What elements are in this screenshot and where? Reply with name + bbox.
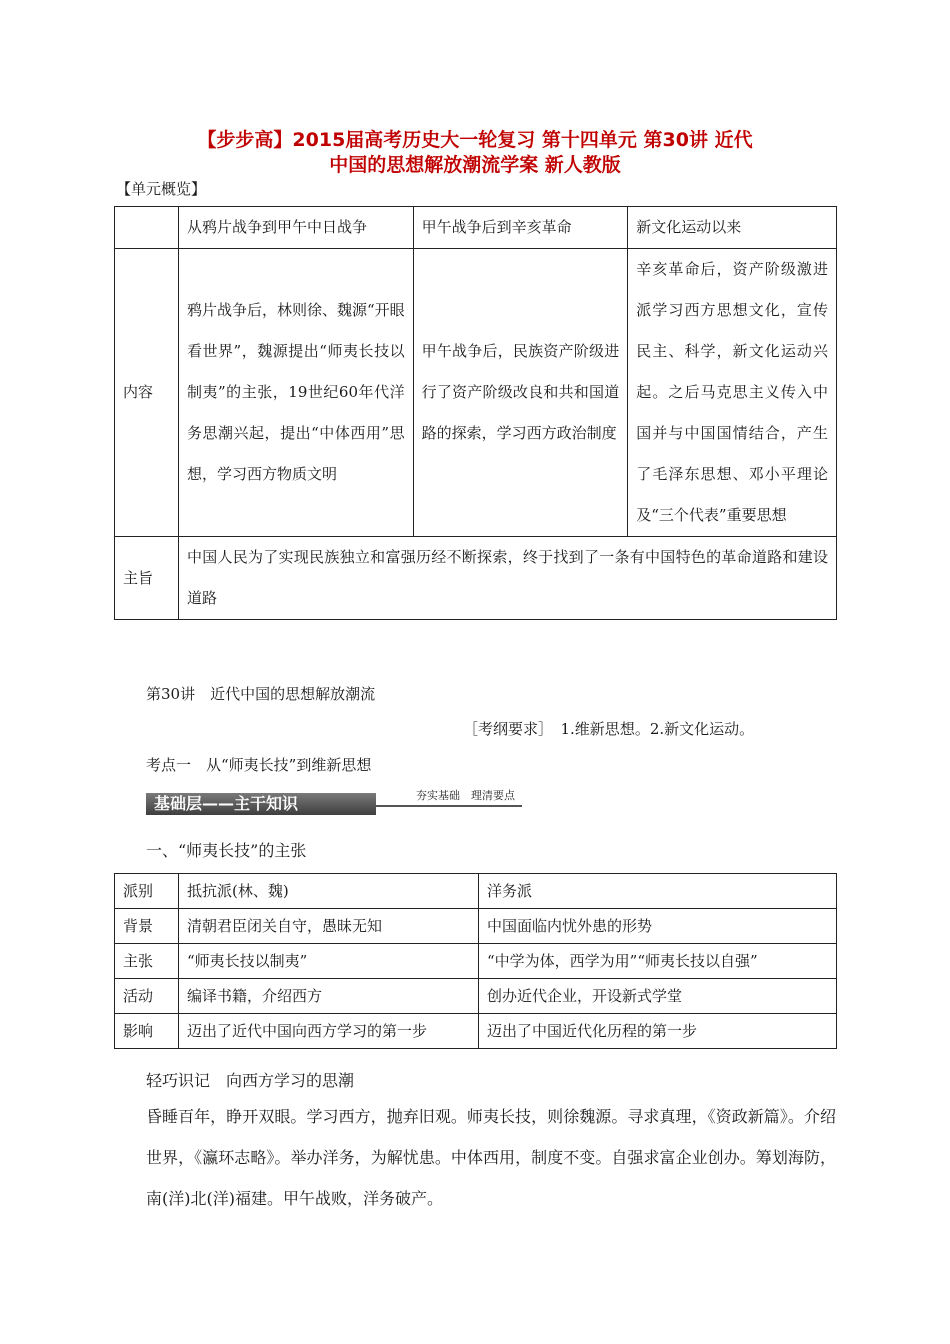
row-label: 活动 bbox=[115, 979, 179, 1014]
exam-requirements: ［考纲要求］ 1.维新思想。2.新文化运动。 bbox=[463, 720, 755, 738]
point-one-heading: 考点一 从“师夷长技”到维新思想 bbox=[146, 756, 372, 774]
table-row bbox=[115, 909, 837, 944]
row-label: 影响 bbox=[115, 1014, 179, 1049]
westernization-cell: “中学为体，西学为用”“师夷长技以自强” bbox=[479, 944, 837, 979]
content-label: 内容 bbox=[115, 249, 179, 537]
theme-label: 主旨 bbox=[115, 537, 179, 620]
theme-row bbox=[115, 537, 837, 620]
table-header-row bbox=[115, 207, 837, 249]
document-title-line1: 【步步高】2015届高考历史大一轮复习 第十四单元 第30讲 近代 bbox=[197, 129, 753, 151]
section-band bbox=[146, 789, 522, 819]
content-cell-period-3: 辛亥革命后，资产阶级激进派学习西方思想文化，宣传民主、科学，新文化运动兴起。之后马克思主义传入中国并与中国国情结合，产生了毛泽东思想、邓小平理论及“三个代表”重要思想 bbox=[628, 249, 837, 537]
table-row bbox=[115, 1014, 837, 1049]
resistance-cell: 迈出了近代中国向西方学习的第一步 bbox=[179, 1014, 479, 1049]
resistance-cell: 清朝君臣闭关自守，愚昧无知 bbox=[179, 909, 479, 944]
resistance-cell: 编译书籍，介绍西方 bbox=[179, 979, 479, 1014]
westernization-cell: 迈出了中国近代化历程的第一步 bbox=[479, 1014, 837, 1049]
content-cell-period-2: 甲午战争后，民族资产阶级进行了资产阶级改良和共和国道路的探索，学习西方政治制度 bbox=[413, 249, 628, 537]
unit-overview-table bbox=[114, 206, 837, 620]
resistance-cell: “师夷长技以制夷” bbox=[179, 944, 479, 979]
memory-text: 昏睡百年，睁开双眼。学习西方，抛弃旧观。师夷长技，则徐魏源。寻求真理，《资政新篇》。介绍世界，《瀛环志略》。举办洋务，为解忧患。中体西用，制度不变。自强求富企业创办。筹划海防，南(洋)北(洋)福建。甲午战败，洋务破产。 bbox=[146, 1107, 836, 1208]
unit-overview-label: 【单元概览】 bbox=[116, 180, 207, 198]
lecture-title: 第30讲 近代中国的思想解放潮流 bbox=[146, 685, 376, 703]
row-label: 主张 bbox=[115, 944, 179, 979]
westernization-cell: 洋务派 bbox=[479, 874, 837, 909]
band-title: 基础层——主干知识 bbox=[154, 794, 299, 813]
resistance-cell: 抵抗派(林、魏) bbox=[179, 874, 479, 909]
content-cell-period-1: 鸦片战争后，林则徐、魏源“开眼看世界”，魏源提出“师夷长技以制夷”的主张，19世纪60年代洋务思潮兴起，提出“中体西用”思想，学习西方物质文明 bbox=[178, 249, 413, 537]
band-divider bbox=[376, 805, 522, 807]
table-row bbox=[115, 874, 837, 909]
document-title-line2: 中国的思想解放潮流学案 新人教版 bbox=[329, 154, 621, 176]
memory-tip-heading: 轻巧识记 向西方学习的思潮 bbox=[146, 1071, 355, 1090]
content-row bbox=[115, 249, 837, 537]
header-cell-period-1: 从鸦片战争到甲午中日战争 bbox=[178, 207, 413, 249]
theme-cell: 中国人民为了实现民族独立和富强历经不断探索，终于找到了一条有中国特色的革命道路和建设道路 bbox=[178, 537, 836, 620]
westernization-cell: 创办近代企业，开设新式学堂 bbox=[479, 979, 837, 1014]
westernization-cell: 中国面临内忧外患的形势 bbox=[479, 909, 837, 944]
table-row bbox=[115, 944, 837, 979]
table-row bbox=[115, 979, 837, 1014]
row-label: 派别 bbox=[115, 874, 179, 909]
header-cell-period-3: 新文化运动以来 bbox=[628, 207, 837, 249]
band-subtitle: 夯实基础 理清要点 bbox=[416, 789, 515, 802]
header-cell-empty bbox=[115, 207, 179, 249]
comparison-table bbox=[114, 873, 837, 1049]
row-label: 背景 bbox=[115, 909, 179, 944]
header-cell-period-2: 甲午战争后到辛亥革命 bbox=[413, 207, 628, 249]
section-one-heading: 一、“师夷长技”的主张 bbox=[146, 841, 307, 860]
